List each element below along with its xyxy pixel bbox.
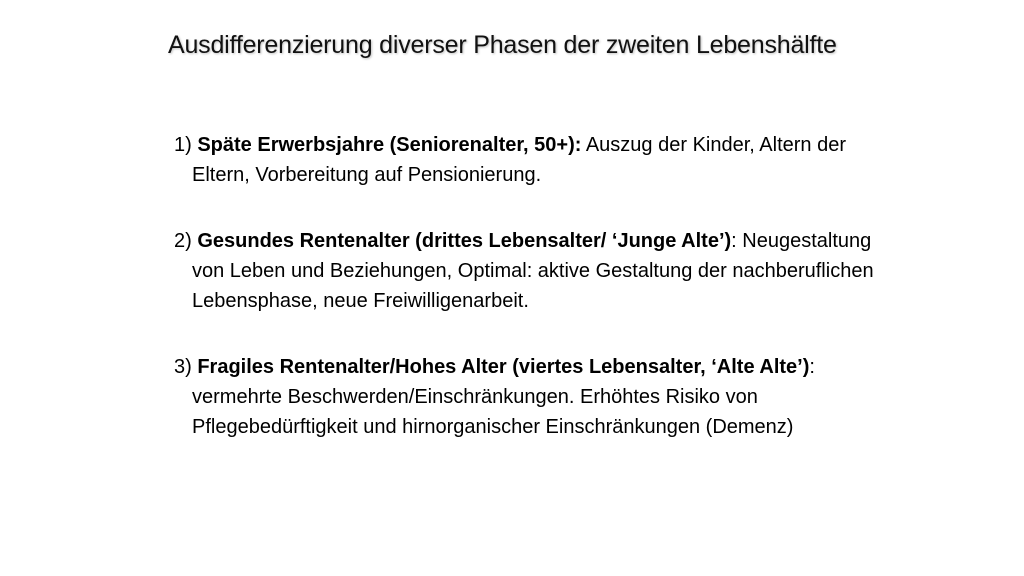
phase-list xyxy=(174,130,874,442)
item-heading: Fragiles Rentenalter/Hohes Alter (viertes Lebensalter, ‘Alte Alte’) xyxy=(197,356,810,378)
item-heading: Gesundes Rentenalter (drittes Lebensalter/ ‘Junge Alte’) xyxy=(197,230,732,252)
item-text: : Neugestaltung von Leben und Beziehungen, Optimal: aktive Gestaltung der nachberuflichen Lebensphase, neue Freiwilligenarbeit. xyxy=(192,230,874,312)
item-text: Auszug der Kinder, Altern der Eltern, Vorbereitung auf Pensionierung. xyxy=(192,134,846,186)
list-item-phase-2 xyxy=(174,226,874,316)
item-number: 1) xyxy=(174,134,198,156)
item-number: 3) xyxy=(174,356,198,378)
list-item-phase-1 xyxy=(174,130,874,190)
item-text: : vermehrte Beschwerden/Einschränkungen. Erhöhtes Risiko von Pflegebedürftigkeit und hirnorganischer Einschränkungen (Demenz) xyxy=(192,356,815,438)
slide-title: Ausdifferenzierung diverser Phasen der zweiten Lebenshälfte xyxy=(168,31,837,59)
item-number: 2) xyxy=(174,230,198,252)
list-item-phase-3 xyxy=(174,352,874,442)
item-heading: Späte Erwerbsjahre (Seniorenalter, 50+): xyxy=(197,134,582,156)
